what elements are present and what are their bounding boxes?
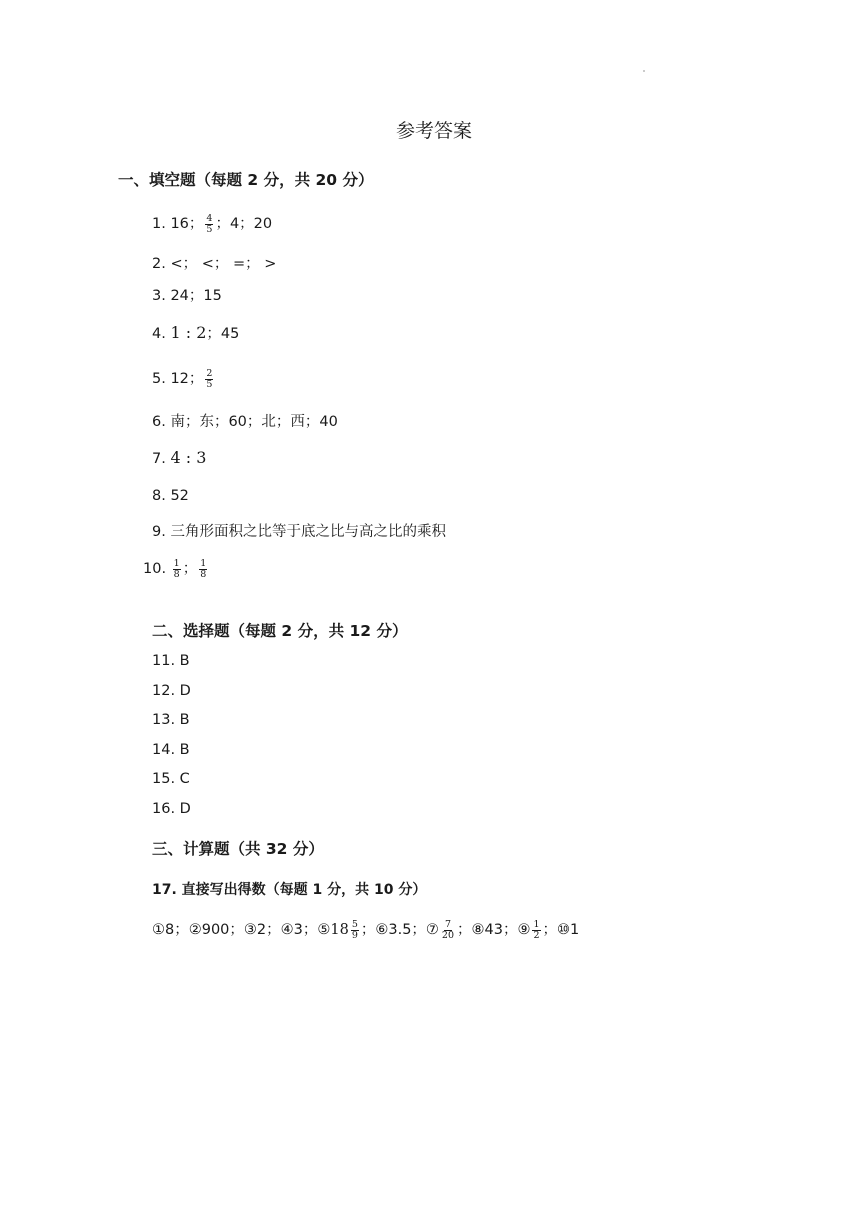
fraction: $\frac{2}{5}$ (206, 367, 213, 390)
fraction: $\frac{5}{9}$ (351, 918, 358, 941)
answer-16: 16. D (152, 801, 191, 817)
section-3-heading: 三、计算题（共 32 分） (152, 840, 324, 858)
answer-12: 12. D (152, 683, 191, 699)
page-title: 参考答案 (395, 120, 472, 142)
question-17-heading: 17. 直接写出得数（每题 1 分，共 10 分） (152, 882, 427, 898)
scan-speck (643, 70, 645, 72)
answer-11: 11. B (152, 653, 190, 669)
section-2-heading: 二、选择题（每题 2 分，共 12 分） (152, 622, 408, 640)
answer-7: 7. 4 : 3 (152, 448, 207, 467)
answer-10: 10. $\frac{1}{8}$ ； $\frac{1}{8}$ (143, 557, 207, 580)
answer-1: 1. 16； $\frac{4}{5}$ ；4；20 (152, 212, 273, 235)
fraction: $\frac{1}{2}$ (533, 918, 540, 941)
fraction: $\frac{7}{20}$ (441, 918, 455, 941)
answer-8: 8. 52 (152, 488, 189, 504)
answer-13: 13. B (152, 712, 190, 728)
section-1-heading: 一、填空题（每题 2 分，共 20 分） (118, 171, 374, 189)
answer-2: 2. <； <； =； > (152, 256, 277, 272)
answer-17-list: ①8；②900；③2；④3；⑤18 $\frac{5}{9}$ ；⑥3.5；⑦ $\frac{7}{20}$ ；⑧43；⑨ $\frac{1}{2}$ ；⑩1 (152, 918, 580, 941)
answer-4: 4. 1 : 2；45 (152, 323, 240, 342)
fraction: $\frac{1}{8}$ (173, 557, 180, 580)
fraction: $\frac{1}{8}$ (200, 557, 207, 580)
answer-9: 9. 三角形面积之比等于底之比与高之比的乘积 (152, 524, 446, 540)
answer-14: 14. B (152, 742, 190, 758)
answer-6: 6. 南；东；60；北；西；40 (152, 414, 338, 430)
answer-3: 3. 24；15 (152, 288, 222, 304)
answer-15: 15. C (152, 771, 190, 787)
fraction: $\frac{4}{5}$ (206, 212, 213, 235)
answer-5: 5. 12； $\frac{2}{5}$ (152, 367, 213, 390)
